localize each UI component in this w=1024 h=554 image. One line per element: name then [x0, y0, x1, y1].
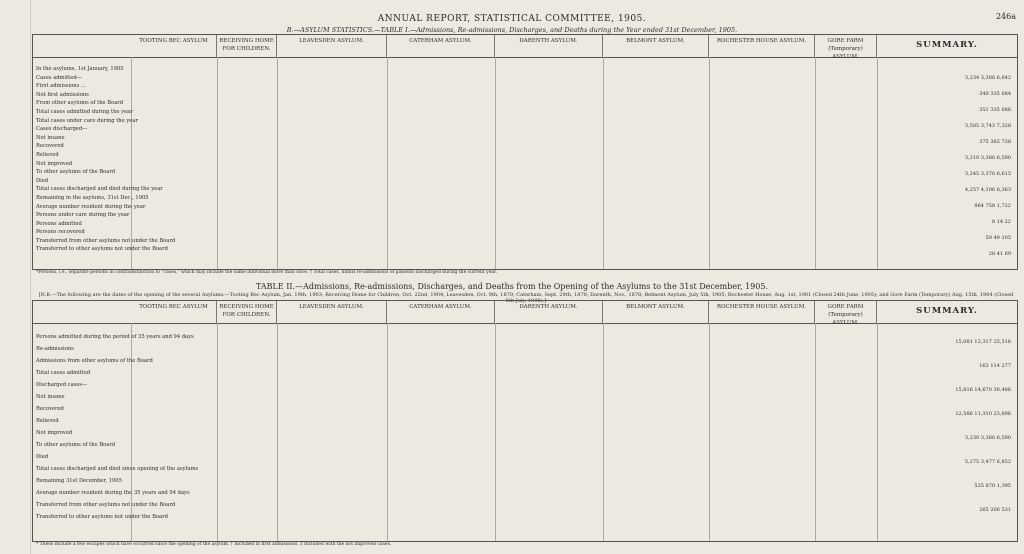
summary-value: 163 114 277: [979, 363, 1011, 369]
page-title: ANNUAL REPORT, STATISTICAL COMMITTEE, 1905.: [377, 14, 647, 24]
t2-row-label: Died: [36, 454, 49, 460]
t2-row-label: Remaining 31st December, 1905: [36, 478, 122, 484]
t2-row-label: Total cases admitted: [36, 370, 91, 376]
col-summary: SUMMARY.: [916, 40, 978, 50]
table2-footnote: * These include a few escapes which have occurred since the opening of the asylum. † Included in first admissions. ‡ Included with the not improved cases.: [36, 542, 392, 547]
col2-summary: SUMMARY.: [916, 306, 978, 316]
t2-row-label: Transferred from other asylums not under the Board: [36, 502, 176, 508]
summary-value: 59 49 105: [985, 235, 1011, 241]
table-2: [32, 300, 1018, 542]
summary-value: 15,081 12,317 25,518: [955, 339, 1011, 345]
summary-value: 351 335 686: [979, 107, 1011, 113]
summary-value: 864 758 1,722: [974, 203, 1011, 209]
col2-rochester: ROCHESTER HOUSE ASYLUM.: [709, 301, 815, 323]
table-1: [32, 34, 1018, 270]
t1-row-label: Died: [36, 177, 49, 184]
table1-footnote: *Persons, i.e., separate persons in contradistinction to "cases," which may include the same individual more than once. † Total cases, minus re-admissions of patients discharged during the current year.: [36, 270, 498, 275]
t1-row-label: From other asylums of the Board: [36, 100, 124, 107]
t1-row-label: Not improved: [36, 160, 73, 167]
summary-value: 3,245 3,370 6,615: [964, 171, 1011, 177]
summary-value: 3,210 3,380 6,590: [964, 155, 1011, 161]
t1-row-label: Cases admitted—: [36, 74, 82, 81]
summary-value: 4,257 4,106 8,363: [964, 187, 1011, 193]
col-rochester: ROCHESTER HOUSE ASYLUM.: [709, 35, 815, 57]
t2-row-label: Admissions from other asylums of the Board: [36, 358, 153, 364]
t1-row-label: To other asylums of the Board: [36, 169, 116, 176]
col2-belmont: BELMONT ASYLUM.: [603, 301, 709, 323]
t1-row-label: Recovered: [36, 143, 64, 150]
col-darenth: DARENTH ASYLUM.: [495, 35, 603, 57]
summary-value: 265 206 531: [979, 507, 1011, 513]
t2-row-label: Discharged cases—: [36, 382, 88, 388]
col-tooting-bec: TOOTING BEC ASYLUM: [131, 35, 217, 57]
t1-row-label: Average number resident during the year: [36, 203, 146, 210]
table2-header-row: [33, 301, 1017, 324]
summary-value: 5,275 3,477 6,852: [964, 459, 1011, 465]
t1-row-label: Persons admitted: [36, 220, 82, 227]
summary-value: 15,816 14,670 30,486: [955, 387, 1011, 393]
t1-row-label: Persons under care during the year: [36, 212, 130, 219]
table2-row-labels: [33, 331, 199, 523]
t1-row-label: First admissions ...: [36, 83, 86, 90]
summary-value: 28 41 69: [988, 251, 1011, 257]
t2-row-label: Total cases discharged and died since opening of the asylums: [36, 466, 199, 472]
t2-row-label: Persons admitted during the period of 35 years and 94 days: [36, 334, 194, 340]
summary-value: 3,585 3,743 7,328: [964, 123, 1011, 129]
t2-row-label: Recovered: [36, 406, 64, 412]
t1-row-label: Remaining in the asylums, 31st Dec., 1905: [36, 194, 149, 201]
summary-value: 3,230 3,360 6,590: [964, 435, 1011, 441]
t1-row-label: Persons recovered: [36, 229, 85, 236]
t2-row-label: Transferred to other asylums not under the Board: [36, 514, 168, 520]
summary-value: 8 14 22: [991, 219, 1011, 225]
summary-value: 375 365 738: [979, 139, 1011, 145]
summary-value: 525 870 1,395: [974, 483, 1011, 489]
col-belmont: BELMONT ASYLUM.: [603, 35, 709, 57]
col-gore-farm: GORE FARM (Temporary) ASYLUM.: [815, 35, 877, 57]
t1-row-label: Relieved: [36, 151, 59, 158]
col-caterham: CATERHAM ASYLUM.: [387, 35, 495, 57]
table1-header-row: [33, 35, 1017, 58]
col2-caterham: CATERHAM ASYLUM.: [387, 301, 495, 323]
t1-row-label: Not first admissions: [36, 91, 89, 98]
col2-gore-farm: GORE FARM (Temporary) ASYLUM.: [815, 301, 877, 323]
t1-row-label: Total cases admitted during the year: [36, 108, 133, 115]
t1-row-label: In the asylums, 1st January, 1905: [36, 66, 124, 72]
page-number: 246a: [995, 12, 1016, 21]
col-receiving-home: RECEIVING HOME FOR CHILDREN.: [217, 35, 277, 57]
table2-note: [N.B.—The following are the dates of the opening of the several Asylums:—Tooting Bec Asylum, Jan. 19th, 1903; Receiving Home for Children, Oct. 22nd, 1904; Leavesden, Oct. 9th, 1870; Caterham, Sept. 29th, 1870; Darenth, Nov., 1878; Belmont Asylum, July 5th, 1905; Rochester House, Aug. 1st, 1901 (Closed 24th June, 1905); and Gore Farm (Temporary) Aug. 15th, 1904 (Closed 5th July, 1905).]: [38, 292, 1014, 304]
t2-row-label: Not insane: [36, 394, 65, 400]
col2-darenth: DARENTH ASYLUM.: [495, 301, 603, 323]
t2-row-label: Relieved: [36, 418, 59, 424]
t2-row-label: Not improved: [36, 430, 73, 436]
col2-tooting-bec: TOOTING BEC ASYLUM: [131, 301, 217, 323]
t1-row-label: Not insane: [36, 134, 65, 141]
t1-row-label: Transferred to other asylums not under the Board: [36, 246, 168, 253]
summary-value: 12,586 11,310 23,896: [955, 411, 1011, 417]
t1-row-label: Transferred from other asylums not under the Board: [36, 237, 176, 244]
col2-leavesden: LEAVESDEN ASYLUM.: [277, 301, 387, 323]
page-binding-margin: [0, 0, 31, 554]
table1-caption: B.—ASYLUM STATISTICS.—TABLE I.—Admissions, Re-admissions, Discharges, and Deaths during the Year ended 31st December, 1905.: [286, 26, 738, 34]
summary-value: 349 335 684: [979, 91, 1011, 97]
table2-caption: TABLE II.—Admissions, Re-admissions, Discharges, and Deaths from the Opening of the Asylums to the 31st December, 1905.: [255, 282, 768, 291]
t1-row-label: Cases discharged—: [36, 126, 88, 133]
table1-row-labels: [33, 65, 176, 254]
t1-row-label: Total cases under care during the year: [36, 117, 138, 124]
t2-row-label: Average number resident during the 35 years and 94 days: [36, 490, 190, 496]
col-leavesden: LEAVESDEN ASYLUM.: [277, 35, 387, 57]
summary-value: 3,234 3,308 6,642: [964, 75, 1011, 81]
t1-row-label: Total cases discharged and died during the year: [36, 186, 163, 193]
col2-receiving-home: RECEIVING HOME FOR CHILDREN.: [217, 301, 277, 323]
t2-row-label: To other asylums of the Board: [36, 442, 116, 448]
t2-row-label: Re-admissions: [36, 346, 74, 352]
